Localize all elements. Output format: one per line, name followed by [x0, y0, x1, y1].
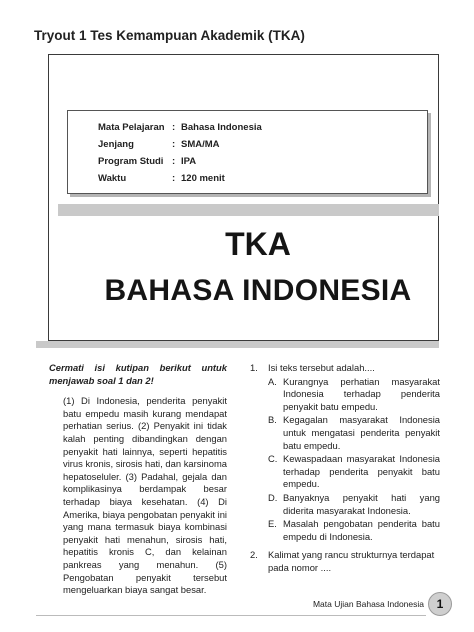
footer-divider — [36, 615, 426, 616]
info-value: IPA — [181, 156, 197, 167]
option-letter: A. — [268, 375, 277, 387]
info-label: Mata Pelajaran — [98, 122, 165, 133]
info-colon: : — [172, 139, 176, 150]
question-item — [250, 549, 440, 574]
option-text: Kewaspadaan masyarakat Indonesia terhadap penderita penyakit batu empedu. — [283, 453, 440, 490]
question-text: Isi teks tersebut adalah.... — [268, 362, 375, 373]
answer-option[interactable] — [268, 492, 440, 517]
page-number-badge: 1 — [428, 592, 452, 616]
option-letter: E. — [268, 518, 277, 530]
info-label: Waktu — [98, 173, 127, 184]
question-text: Kalimat yang rancu strukturnya terdapat pada nomor .... — [268, 549, 435, 573]
cover-title: TKA — [225, 226, 291, 262]
reading-passage-column — [49, 362, 227, 597]
question-item — [250, 362, 440, 543]
info-colon: : — [172, 156, 176, 167]
answer-option[interactable] — [268, 414, 440, 452]
answer-option[interactable] — [268, 518, 440, 543]
option-text: Kurangnya perhatian masyarakat Indonesia terhadap penderita penyakit batu empedu. — [283, 375, 440, 412]
info-colon: : — [172, 122, 176, 133]
info-value: Bahasa Indonesia — [181, 122, 262, 133]
instruction-text: Cermati isi kutipan berikut untuk menjawab soal 1 dan 2! — [49, 362, 227, 386]
answer-option[interactable] — [268, 376, 440, 414]
info-label: Jenjang — [98, 139, 134, 150]
document-header-title: Tryout 1 Tes Kemampuan Akademik (TKA) — [34, 28, 305, 43]
section-divider — [36, 341, 439, 348]
option-text: Banyaknya penyakit hati yang diderita masyarakat Indonesia. — [283, 491, 440, 516]
option-letter: B. — [268, 414, 277, 426]
subject-info-box — [67, 110, 428, 194]
footer-subject-label: Mata Ujian Bahasa Indonesia — [312, 599, 424, 609]
info-label: Program Studi — [98, 156, 164, 167]
decorative-band — [58, 204, 439, 216]
cover-subtitle: BAHASA INDONESIA — [104, 274, 412, 307]
option-text: Kegagalan masyarakat Indonesia untuk mengatasi penderita penyakit batu empedu. — [283, 414, 440, 451]
option-letter: C. — [268, 453, 278, 465]
questions-column — [250, 362, 440, 575]
info-colon: : — [172, 173, 176, 184]
question-number: 1. — [250, 362, 258, 373]
passage-text: (1) Di Indonesia, penderita penyakit batu empedu masih kurang mendapat perhatian serius. (2) Penyakit ini tidak kalah penting dibandingkan dengan penyakit hati lainnya, seperti hepatitis virus kronis, sirosis hati, dan karsinoma hepatoseluler. (3) Padahal, gejala dan komplikasinya berdampak besar terhadap biaya kesehatan. (4) Di Amerika, biaya pengobatan penyakit ini yang mana termasuk biaya kombinasi penyakit hati menahun, sirosis hati, hepatitis kronis C, dan kelainan pankreas yang menahun. (5) Pengobatan penyakit tersebut mengeluarkan biaya sangat besar. — [63, 395, 227, 596]
info-value: 120 menit — [181, 173, 225, 184]
question-number: 2. — [250, 549, 258, 561]
answer-option[interactable] — [268, 453, 440, 491]
option-text: Masalah pengobatan penderita batu empedu di Indonesia. — [283, 518, 440, 542]
info-value: SMA/MA — [181, 139, 220, 150]
option-letter: D. — [268, 491, 278, 503]
